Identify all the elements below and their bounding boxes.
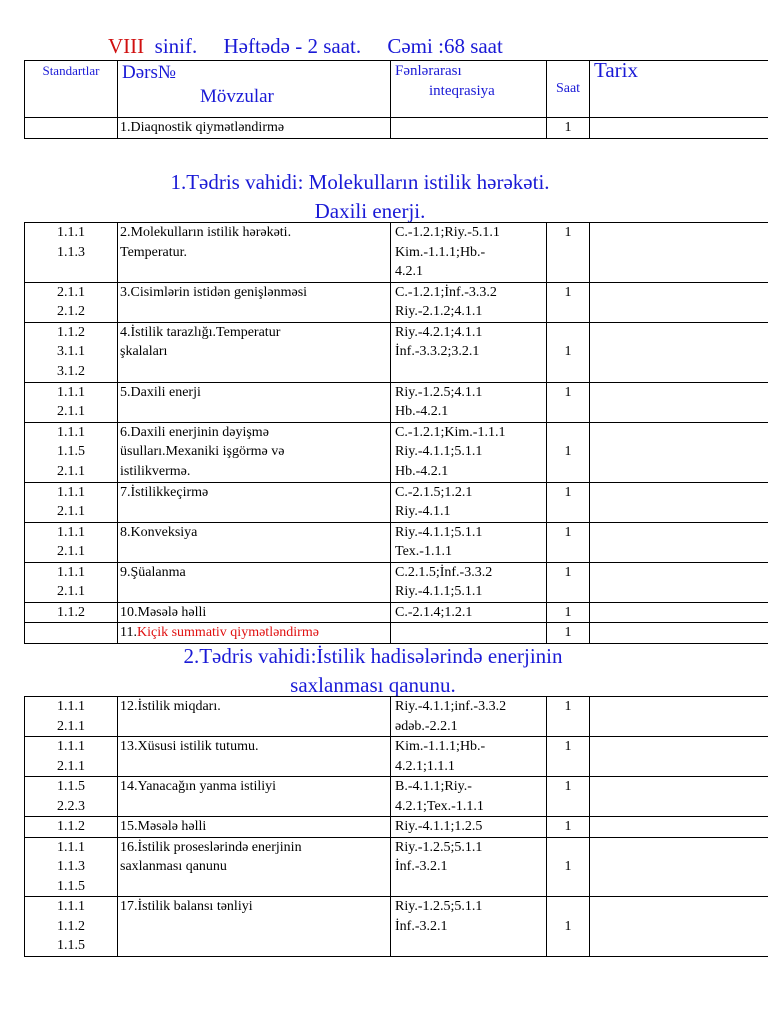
integration-line: İnf.-3.3.2;3.2.1 [395,344,480,359]
hours-cell: 1 [547,837,590,897]
date-cell [590,737,768,777]
standards-cell [25,562,118,602]
date-cell [590,382,768,422]
topic-line: üsulları.Mexaniki işgörmə və [120,444,285,459]
table-row [25,817,768,838]
standard-code: 1.1.3 [57,859,85,874]
unit1-title [0,168,720,226]
date-cell [590,322,768,382]
date-cell [590,897,768,957]
col-lesson-no: Dərs№ [122,62,177,83]
integration-line: Riy.-4.1.1;1.2.5 [395,819,483,834]
standard-code: 1.1.2 [57,604,85,620]
integration-cell [391,897,547,957]
integration-line: Hb.-4.2.1 [395,463,449,479]
hours-cell: 1 [547,118,590,139]
table-row [25,897,768,957]
date-cell [590,223,768,283]
integration-line: Riy.-4.2.1;4.1.1 [395,324,483,340]
hours-cell: 1 [547,697,590,737]
standards-cell [25,897,118,957]
table-row [25,422,768,482]
topic-cell [118,282,391,322]
integration-cell [391,837,547,897]
integration-line: İnf.-3.2.1 [395,918,448,934]
hours-cell: 1 [547,623,590,644]
integration-line: C.-1.2.1;Kim.-1.1.1 [395,424,506,440]
standard-code: 1.1.1 [57,739,85,754]
topic-cell [118,737,391,777]
topic-line: 10.Məsələ həlli [120,604,207,620]
col-topics [118,61,391,118]
unit2-title-line1: 2.Tədris vahidi:İstilik hadisələrində enerjinin [183,644,563,668]
topic-cell [118,422,391,482]
col-date: Tarix [590,61,768,118]
table-row [25,697,768,737]
hours-cell: 1 [547,482,590,522]
standards-cell [25,817,118,838]
topic-line: 8.Konveksiya [120,524,198,540]
topic-line: 15.Məsələ həlli [120,819,207,834]
date-cell [590,837,768,897]
table-row [25,522,768,562]
col-standards: Standartlar [25,61,118,118]
topic-line: 9.Şüalanma [120,564,186,580]
date-cell [590,422,768,482]
date-cell [590,562,768,602]
topic-line: 13.Xüsusi istilik tutumu. [120,739,259,754]
topic-line: 3.Cisimlərin istidən genişlənməsi [120,284,308,300]
unit2-title-line2: saxlanması qanunu. [290,673,456,697]
integration-line: Riy.-4.1.1;5.1.1 [395,584,483,599]
topic-cell [118,482,391,522]
hours-cell: 1 [547,737,590,777]
topic-line: 16.İstilik proseslərində enerjinin [120,839,302,855]
total-hours: Cəmi :68 saat [387,34,503,58]
standard-code: 2.1.1 [57,544,85,559]
topic-line: 5.Daxili enerji [120,384,201,400]
topic-cell [118,817,391,838]
table-row [25,382,768,422]
integration-line: C.-1.2.1;Riy.-5.1.1 [395,225,500,240]
standard-code: 1.1.5 [57,444,85,459]
integration-line: C.-1.2.1;İnf.-3.3.2 [395,284,497,300]
unit2-title [0,642,720,700]
table-row [25,602,768,623]
standard-code: 2.2.3 [57,798,85,814]
standard-code: 2.1.1 [57,758,85,774]
standard-code: 1.1.1 [57,524,85,540]
standard-code: 2.1.1 [57,284,85,300]
integration-cell [391,422,547,482]
topic-cell [118,322,391,382]
table-row [25,777,768,817]
hours-cell: 1 [547,777,590,817]
topic-cell [118,562,391,602]
table-row [25,482,768,522]
summative-label: Kiçik summativ qiymətləndirmə [136,625,319,640]
topic-line: 17.İstilik balansı tənliyi [120,899,253,914]
standard-code: 1.1.1 [57,484,85,500]
header-table [24,60,768,139]
grade-number: VIII [108,34,145,58]
unit1-table [24,222,768,644]
standards-cell [25,522,118,562]
integration-cell [391,282,547,322]
date-cell [590,602,768,623]
date-cell [590,697,768,737]
integration-cell [391,623,547,644]
integration-cell [391,522,547,562]
topic-cell [118,602,391,623]
integration-cell [391,777,547,817]
table-row [25,322,768,382]
date-cell [590,777,768,817]
standard-code: 1.1.1 [57,225,85,240]
standard-code: 1.1.1 [57,424,85,440]
integration-cell [391,382,547,422]
hours-cell: 1 [547,522,590,562]
unit1-title-line1: 1.Tədris vahidi: Molekulların istilik hərəkəti. [170,170,550,194]
standard-code: 1.1.2 [57,324,85,340]
integration-cell [391,223,547,283]
integration-line: Riy.-1.2.5;5.1.1 [395,899,483,914]
topic-cell [118,223,391,283]
topic-line: 14.Yanacağın yanma istiliyi [120,779,277,794]
standards-cell [25,623,118,644]
unit2-table [24,696,768,957]
date-cell [590,817,768,838]
integration-line: C.-2.1.5;1.2.1 [395,484,473,500]
table-row [25,837,768,897]
table-row [25,223,768,283]
table-row [25,562,768,602]
integration-line: 4.2.1;Tex.-1.1.1 [395,798,484,814]
page-title [108,34,503,59]
hours-cell: 1 [547,382,590,422]
col-topics-label: Mövzular [200,86,274,107]
integration-line: 4.2.1 [395,264,423,279]
hours-cell: 1 [547,602,590,623]
standard-code: 1.1.5 [57,779,85,794]
standard-code: 1.1.1 [57,839,85,855]
standards-cell [25,697,118,737]
standards-cell [25,382,118,422]
topic-line: Temperatur. [120,244,188,260]
topic-line: 4.İstilik tarazlığı.Temperatur [120,324,281,340]
standards-cell [25,602,118,623]
integration-line: İnf.-3.2.1 [395,859,448,874]
hours-cell: 1 [547,422,590,482]
standard-code: 1.1.1 [57,384,85,400]
topic-cell: 1.Diaqnostik qiymətləndirmə [118,118,391,139]
hours-cell: 1 [547,897,590,957]
standard-code: 2.1.1 [57,584,85,599]
standard-code: 2.1.1 [57,718,85,734]
topic-line: 6.Daxili enerjinin dəyişmə [120,424,269,440]
table-row [25,118,768,139]
standards-cell [25,737,118,777]
date-cell [590,482,768,522]
standard-code: 3.1.2 [57,363,85,379]
weekly-hours: Həftədə - 2 saat. [223,34,362,58]
standards-cell [25,482,118,522]
topic-cell [118,697,391,737]
column-header-row [25,61,768,118]
integration-cell [391,602,547,623]
standard-code: 1.1.1 [57,699,85,714]
integration-line: ədəb.-2.2.1 [395,718,458,734]
standard-code: 2.1.2 [57,304,85,319]
hours-cell: 1 [547,282,590,322]
integration-cell [391,562,547,602]
topic-line: 7.İstilikkeçirmə [120,484,209,500]
topic-line: istilikvermə. [120,463,191,479]
standard-code: 1.1.2 [57,819,85,834]
integration-line: Riy.-4.1.1;5.1.1 [395,444,483,459]
hours-cell: 1 [547,322,590,382]
integration-cell [391,737,547,777]
integration-line: Riy.-1.2.5;4.1.1 [395,384,483,400]
topic-line: saxlanması qanunu [120,859,227,874]
standards-cell [25,282,118,322]
integration-line: 4.2.1;1.1.1 [395,758,455,774]
standard-code: 2.1.1 [57,463,85,479]
integration-line: Riy.-1.2.5;5.1.1 [395,839,483,855]
topic-cell [118,623,391,644]
topic-cell [118,382,391,422]
hours-cell: 1 [547,562,590,602]
col-integration-2: inteqrasiya [429,83,495,99]
standards-cell [25,837,118,897]
unit1-title-line2: Daxili enerji. [314,199,426,223]
standard-code: 1.1.5 [57,938,85,953]
integration-line: Riy.-4.1.1 [395,504,451,519]
standard-code: 3.1.1 [57,344,85,359]
standard-code: 2.1.1 [57,504,85,519]
standard-code: 2.1.1 [57,404,85,419]
integration-line: Riy.-2.1.2;4.1.1 [395,304,483,319]
standard-code: 1.1.1 [57,564,85,580]
col-integration-1: Fənlərarası [395,63,462,79]
integration-line: Hb.-4.2.1 [395,404,449,419]
hours-cell: 1 [547,817,590,838]
standards-cell [25,777,118,817]
topic-cell [118,522,391,562]
table-row [25,737,768,777]
summative-number: 11. [120,625,137,640]
standards-cell [25,223,118,283]
table-row [25,282,768,322]
hours-cell: 1 [547,223,590,283]
topic-line: şkalaları [120,344,168,359]
topic-cell [118,897,391,957]
date-cell [590,522,768,562]
integration-line: Kim.-1.1.1;Hb.- [395,739,486,754]
standards-cell [25,322,118,382]
integration-cell [391,322,547,382]
integration-line: Riy.-4.1.1;inf.-3.3.2 [395,699,507,714]
integration-line: C.-2.1.4;1.2.1 [395,604,473,620]
standard-code: 1.1.3 [57,244,85,260]
integration-cell [391,482,547,522]
integration-cell [391,817,547,838]
col-integration [391,61,547,118]
col-hours: Saat [547,61,590,118]
standard-code: 1.1.1 [57,899,85,914]
integration-cell [391,697,547,737]
integration-line: Tex.-1.1.1 [395,544,452,559]
topic-cell [118,777,391,817]
topic-line: 2.Molekulların istilik hərəkəti. [120,225,292,240]
summative-row [25,623,768,644]
standard-code: 1.1.2 [57,918,85,934]
topic-cell [118,837,391,897]
integration-line: C.2.1.5;İnf.-3.3.2 [395,564,493,580]
integration-line: Riy.-4.1.1;5.1.1 [395,524,483,540]
integration-line: B.-4.1.1;Riy.- [395,779,472,794]
date-cell [590,282,768,322]
date-cell [590,623,768,644]
standard-code: 1.1.5 [57,878,85,894]
integration-line: Kim.-1.1.1;Hb.- [395,244,486,260]
topic-line: 12.İstilik miqdarı. [120,699,221,714]
grade-word: sinif. [154,34,198,58]
standards-cell [25,422,118,482]
